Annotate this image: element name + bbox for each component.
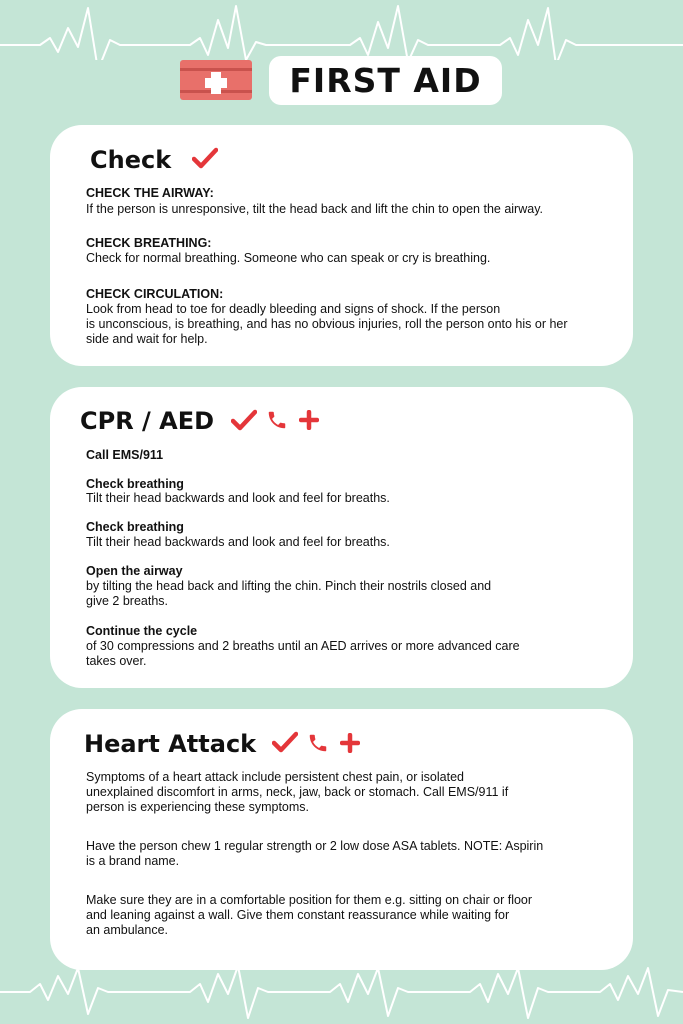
ecg-line-top bbox=[0, 0, 683, 60]
heart-attack-comfort: Make sure they are in a comfortable position for them e.g. sitting on chair or floor and leaning against a wall. Give them constant reassurance while waiting for an ambulance. bbox=[86, 893, 533, 937]
check-breathing-text: Check for normal breathing. Someone who can speak or cry is breathing. bbox=[86, 251, 491, 265]
check-title: Check bbox=[90, 146, 172, 174]
check-airway-text: If the person is unresponsive, tilt the head back and lift the chin to open the airway. bbox=[86, 202, 543, 216]
checkmark-icon bbox=[231, 409, 257, 431]
ecg-line-bottom bbox=[0, 964, 683, 1024]
phone-icon bbox=[307, 732, 329, 754]
cpr-step-text: Tilt their head backwards and look and feel for breaths. bbox=[86, 491, 390, 505]
call-ems-label: Call EMS/911 bbox=[86, 448, 164, 462]
cpr-step-label: Open the airway bbox=[86, 564, 183, 578]
heart-attack-title: Heart Attack bbox=[84, 730, 257, 758]
heart-attack-aspirin: Have the person chew 1 regular strength or 2 low dose ASA tablets. NOTE: Aspirin is a brand name. bbox=[86, 839, 544, 868]
title-banner bbox=[269, 56, 502, 105]
check-airway-label: CHECK THE AIRWAY: bbox=[86, 186, 214, 200]
cpr-step-text: Tilt their head backwards and look and feel for breaths. bbox=[86, 535, 390, 549]
cpr-step-label: Continue the cycle bbox=[86, 624, 198, 638]
check-card bbox=[50, 125, 633, 366]
phone-icon bbox=[266, 409, 288, 431]
cpr-step-label: Check breathing bbox=[86, 520, 184, 534]
check-circulation-text: Look from head to toe for deadly bleeding and signs of shock. If the person is unconscious, is breathing, and has no obvious injuries, roll the person onto his or her side and wait for help. bbox=[86, 302, 568, 346]
heart-attack-card bbox=[50, 709, 633, 970]
checkmark-icon bbox=[192, 147, 218, 169]
plus-icon bbox=[340, 733, 360, 753]
cpr-step-text: by tilting the head back and lifting the chin. Pinch their nostrils closed and give 2 breaths. bbox=[86, 579, 492, 608]
heart-attack-symptoms: Symptoms of a heart attack include persistent chest pain, or isolated unexplained discomfort in arms, neck, jaw, back or stomach. Call EMS/911 if person is experiencing these symptoms. bbox=[86, 770, 509, 814]
checkmark-icon bbox=[272, 731, 298, 753]
check-breathing-label: CHECK BREATHING: bbox=[86, 236, 212, 250]
check-circulation-label: CHECK CIRCULATION: bbox=[86, 287, 224, 301]
cpr-step-text: of 30 compressions and 2 breaths until an AED arrives or more advanced care takes over. bbox=[86, 639, 520, 668]
cpr-aed-card bbox=[50, 387, 633, 688]
plus-icon bbox=[299, 410, 319, 430]
cpr-step-label: Check breathing bbox=[86, 477, 184, 491]
page-title: FIRST AID bbox=[289, 61, 482, 100]
first-aid-kit-icon bbox=[180, 60, 252, 100]
cpr-aed-title: CPR / AED bbox=[80, 407, 215, 435]
